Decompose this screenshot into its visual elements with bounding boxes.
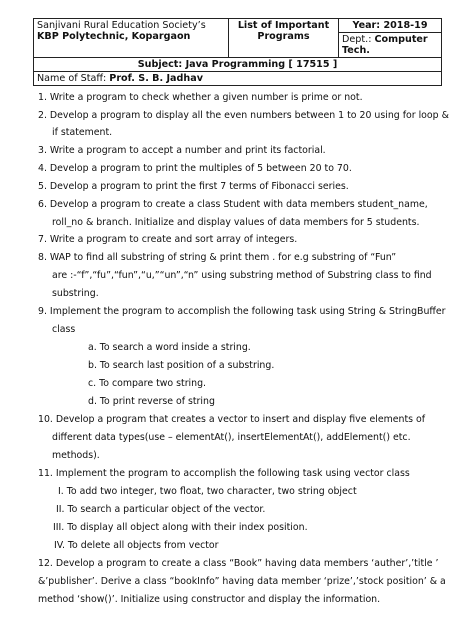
list-item: 5. Develop a program to print the first 7 terms of Fibonacci series.: [38, 181, 349, 192]
list-item-continuation: if statement.: [52, 127, 113, 138]
list-item-continuation: &’publisher’. Derive a class “bookInfo” having data member ‘prize’,’stock position’ & a: [38, 576, 446, 587]
sub-item-i: I. To add two integer, two float, two character, two string object: [58, 486, 357, 497]
sub-item-iii: III. To display all object along with their index position.: [53, 522, 308, 533]
sub-item-b: b. To search last position of a substring.: [88, 360, 275, 371]
list-item-continuation: substring.: [52, 288, 99, 299]
list-item: 2. Develop a program to display all the even numbers between 1 to 20 using for loop &: [38, 110, 449, 121]
list-item: 3. Write a program to accept a number and print its factorial.: [38, 145, 326, 156]
subject-title: Subject: Java Programming [ 17515 ]: [34, 58, 442, 72]
list-item: 12. Develop a program to create a class “Book” having data members ‘auther’,’title ’: [38, 558, 439, 569]
list-item-continuation: class: [52, 324, 76, 335]
list-item: 6. Develop a program to create a class Student with data members student_name,: [38, 199, 428, 210]
list-item-continuation: are :-“f”,“fu”,“fun”,“u,”“un”,“n” using substring method of Substring class to find: [52, 270, 432, 281]
dept-value: Computer Tech.: [342, 34, 428, 56]
staff-name: Prof. S. B. Jadhav: [109, 73, 203, 84]
list-item: 7. Write a program to create and sort array of integers.: [38, 234, 298, 245]
list-item: 9. Implement the program to accomplish the following task using String & StringBuffer: [38, 306, 446, 317]
list-item: 10. Develop a program that creates a vector to insert and display five elements of: [38, 414, 426, 425]
staff-row: [34, 72, 442, 86]
sub-item-d: d. To print reverse of string: [88, 396, 215, 407]
document-title: List of Important Programs: [229, 19, 339, 58]
list-item-continuation: different data types(use – elementAt(), insertElementAt(), addElement() etc.: [52, 432, 411, 443]
staff-label: Name of Staff:: [37, 73, 107, 84]
dept-prefix: Dept.:: [342, 34, 372, 45]
list-item: 11. Implement the program to accomplish the following task using vector class: [38, 468, 410, 479]
department-cell: [339, 33, 442, 58]
list-item-continuation: method ‘show()’. Initialize using constructor and display the information.: [38, 594, 381, 605]
college-name: KBP Polytechnic, Kopargaon: [37, 31, 191, 42]
org-name: Sanjivani Rural Education Society’s: [37, 20, 206, 31]
list-item: 1. Write a program to check whether a given number is prime or not.: [38, 92, 363, 103]
list-item-continuation: roll_no & branch. Initialize and display values of data members for 5 students.: [52, 217, 420, 228]
list-item: 8. WAP to find all substring of string & print them . for e.g substring of “Fun”: [38, 252, 397, 263]
list-item: 4. Develop a program to print the multiples of 5 between 20 to 70.: [38, 163, 352, 174]
year-label: Year: 2018-19: [339, 19, 442, 33]
sub-item-a: a. To search a word inside a string.: [88, 342, 251, 353]
header-table: [33, 18, 442, 86]
sub-item-c: c. To compare two string.: [88, 378, 207, 389]
sub-item-ii: II. To search a particular object of the vector.: [56, 504, 266, 515]
institution-cell: [34, 19, 229, 58]
list-item-continuation: methods).: [52, 450, 100, 461]
sub-item-iv: IV. To delete all objects from vector: [54, 540, 219, 551]
